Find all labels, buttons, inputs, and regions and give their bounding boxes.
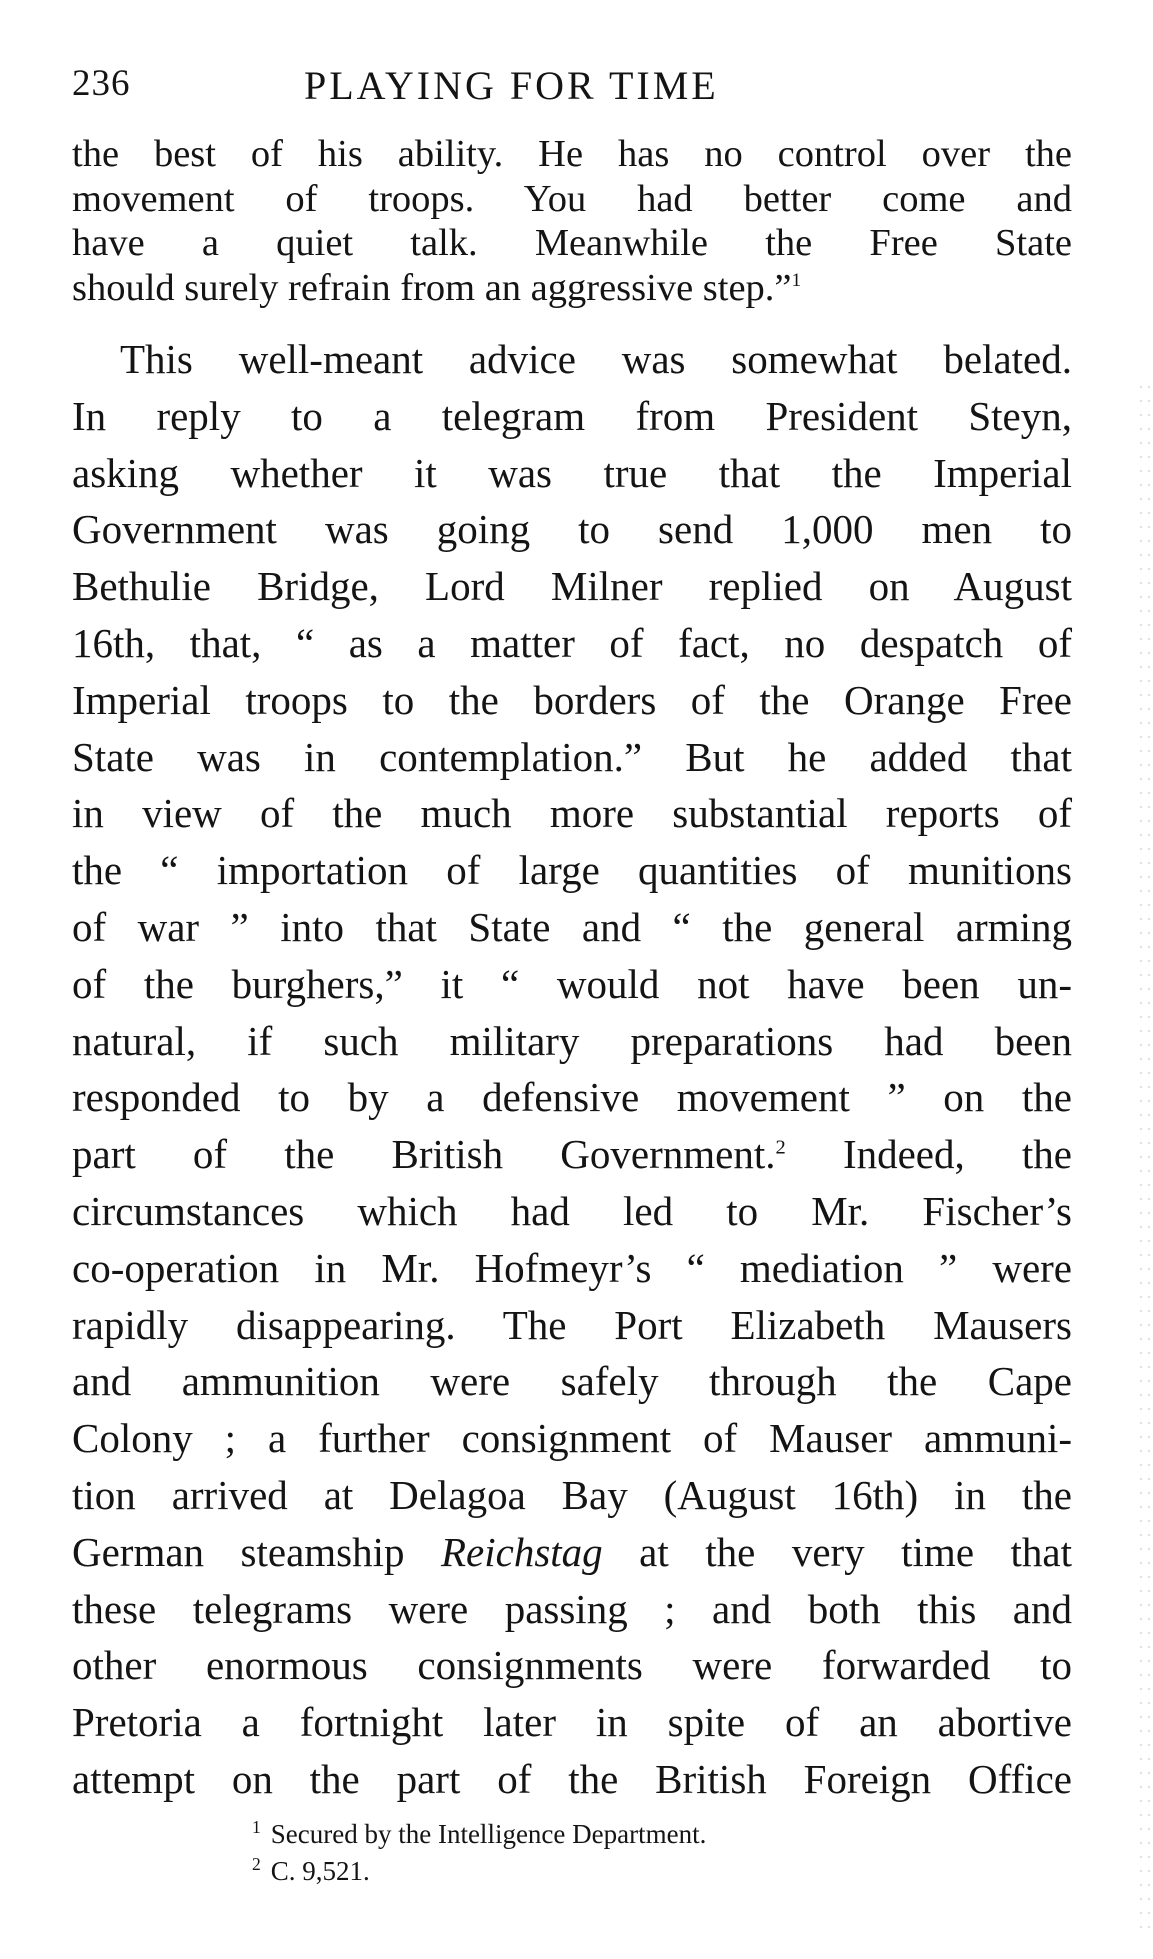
page-edge-speckle bbox=[1137, 380, 1153, 1940]
ship-name: Reichstag bbox=[441, 1528, 603, 1575]
text-line: co-operation in Mr. Hofmeyr’s “ mediation ” were bbox=[72, 1244, 1072, 1291]
text-line bbox=[72, 1524, 1072, 1581]
text-line: Government was going to send 1,000 men to bbox=[72, 506, 1072, 553]
text-line bbox=[72, 266, 1072, 311]
page-number: 236 bbox=[72, 63, 131, 104]
text-segment: part of the British Government. bbox=[72, 1131, 776, 1178]
text-line: Pretoria a fortnight later in spite of an abortive bbox=[72, 1699, 1072, 1746]
text-line: Imperial troops to the borders of the Orange Free bbox=[72, 676, 1072, 723]
text-line: movement of troops. You had better come and bbox=[72, 177, 1072, 220]
text-line: responded to by a defensive movement ” on the bbox=[72, 1074, 1072, 1121]
text-line: This well-meant advice was somewhat belated. bbox=[120, 336, 1072, 382]
footnote-reference: 1 bbox=[791, 269, 802, 291]
text-line: of war ” into that State and “ the general arming bbox=[72, 903, 1072, 950]
footnote-mark: 1 bbox=[252, 1817, 261, 1837]
text-line: asking whether it was true that the Imperial bbox=[72, 449, 1072, 496]
text-line: attempt on the part of the British Foreign Office bbox=[72, 1755, 1072, 1802]
text-line: have a quiet talk. Meanwhile the Free State bbox=[72, 222, 1072, 264]
text-line: the best of his ability. He has no control over the bbox=[72, 133, 1072, 175]
text-line: rapidly disappearing. The Port Elizabeth Mausers bbox=[72, 1301, 1072, 1348]
text-line: other enormous consignments were forwarded to bbox=[72, 1642, 1072, 1689]
text-line: of the burghers,” it “ would not have been un- bbox=[72, 960, 1072, 1007]
text-line: these telegrams were passing ; and both this and bbox=[72, 1585, 1072, 1632]
body-text bbox=[72, 132, 1072, 1808]
text-line: In reply to a telegram from President Steyn, bbox=[72, 392, 1072, 439]
text-segment: at the very time that bbox=[602, 1528, 1072, 1575]
text-line: natural, if such military preparations had been bbox=[72, 1017, 1072, 1064]
text-line: State was in contemplation.” But he added that bbox=[72, 733, 1072, 780]
text-line: in view of the much more substantial reports of bbox=[72, 790, 1072, 837]
text-line: and ammunition were safely through the Cape bbox=[72, 1358, 1072, 1405]
footnote-mark: 2 bbox=[252, 1854, 261, 1874]
continuation-paragraph bbox=[72, 132, 1072, 310]
running-head: PLAYING FOR TIME bbox=[304, 63, 719, 108]
text-segment: German steamship bbox=[72, 1528, 441, 1575]
footnotes bbox=[252, 1816, 706, 1890]
footnote-text: Secured by the Intelligence Department. bbox=[270, 1819, 707, 1849]
text-line: the “ importation of large quantities of munitions bbox=[72, 847, 1072, 894]
footnote-reference: 2 bbox=[775, 1136, 786, 1159]
page-header bbox=[72, 62, 1072, 118]
main-paragraph bbox=[72, 331, 1072, 1808]
footnote-text: C. 9,521. bbox=[270, 1856, 370, 1886]
text-line bbox=[72, 1126, 1072, 1183]
text-line: Colony ; a further consignment of Mauser ammuni- bbox=[72, 1415, 1072, 1462]
text-line: 16th, that, “ as a matter of fact, no despatch of bbox=[72, 619, 1072, 666]
text-line: tion arrived at Delagoa Bay (August 16th) in the bbox=[72, 1471, 1072, 1518]
text-segment: Indeed, the bbox=[785, 1131, 1073, 1178]
text-line: Bethulie Bridge, Lord Milner replied on August bbox=[72, 563, 1072, 610]
footnote bbox=[252, 1853, 706, 1890]
text-line: circumstances which had led to Mr. Fischer’s bbox=[72, 1187, 1072, 1234]
text-segment: should surely refrain from an aggressive step.” bbox=[72, 266, 792, 309]
footnote bbox=[252, 1816, 706, 1853]
